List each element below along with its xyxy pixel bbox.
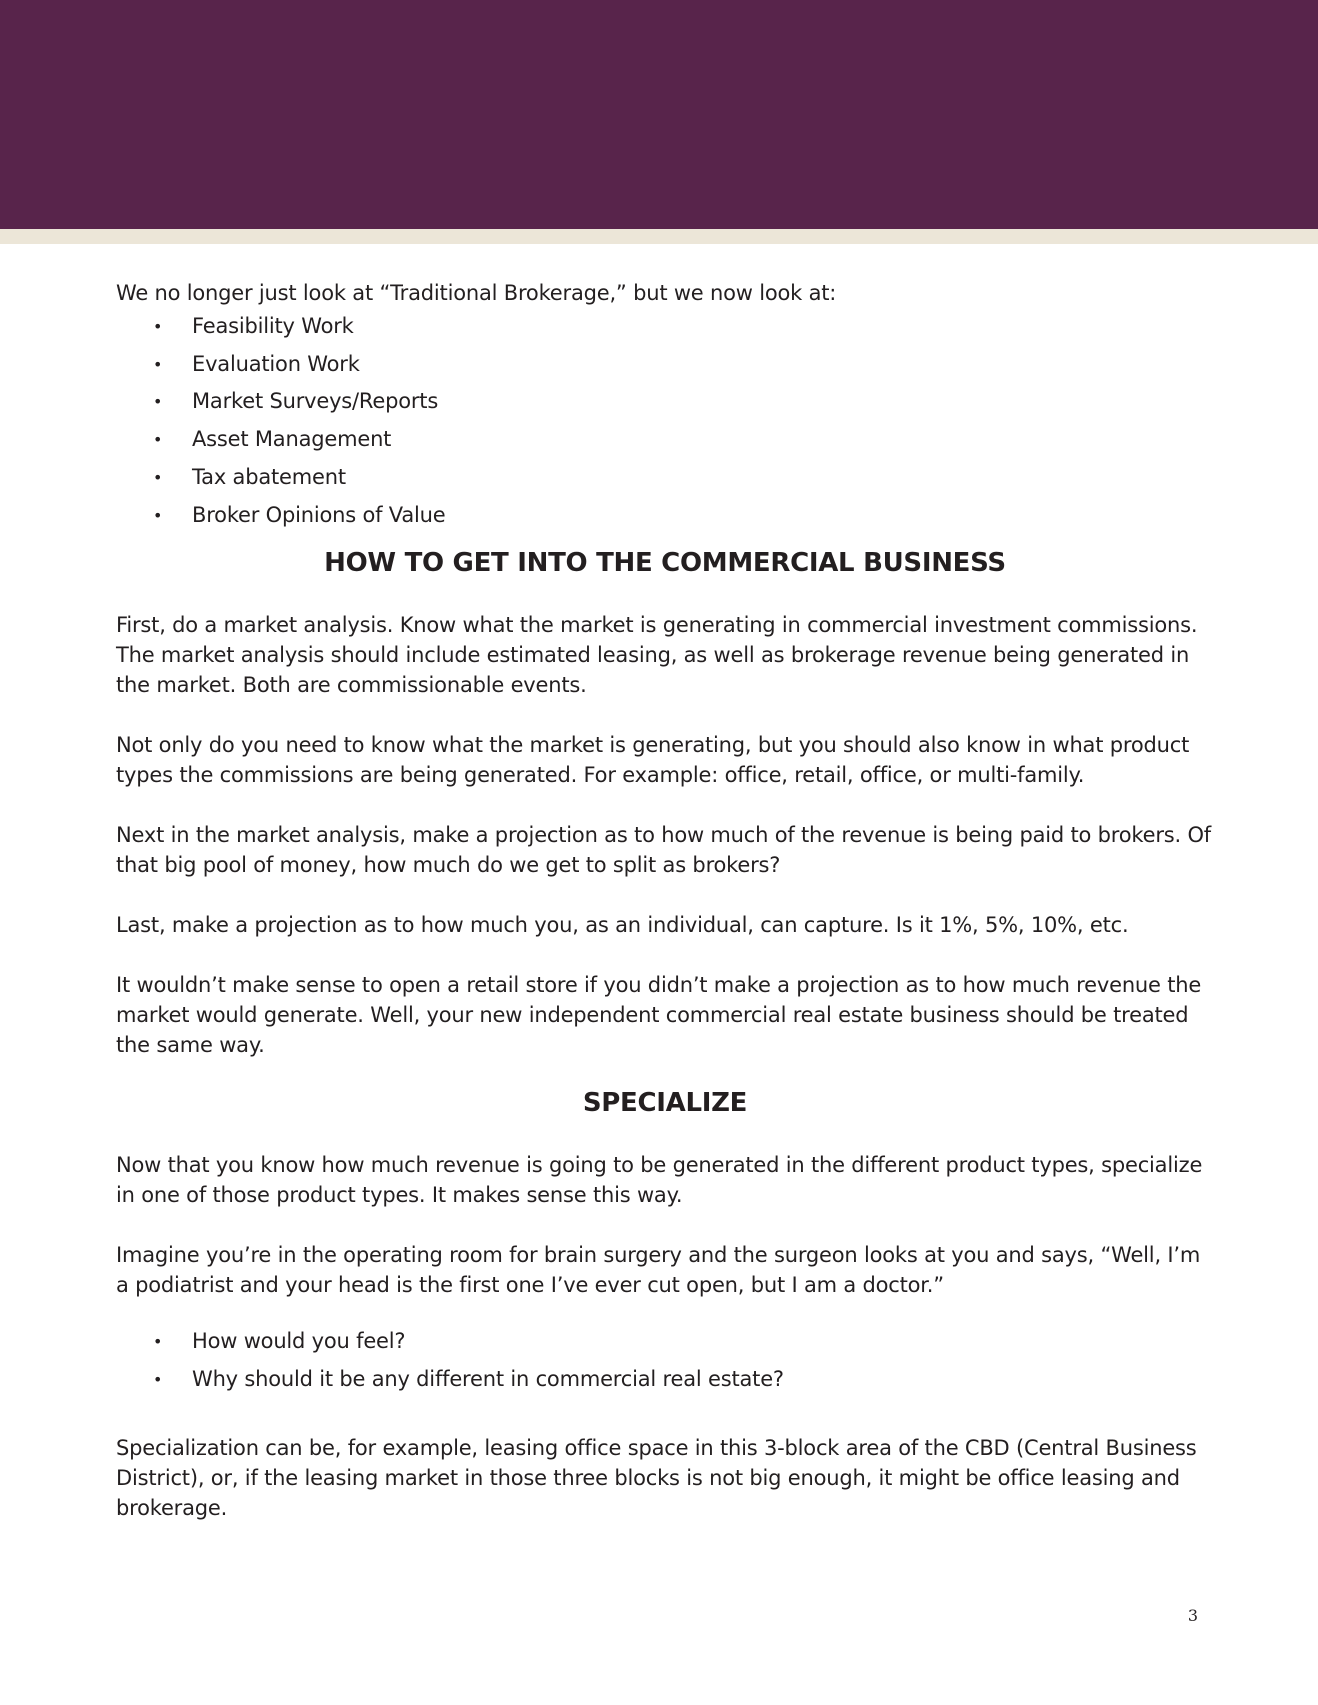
bullet-icon: • [153,505,163,525]
paragraph: First, do a market analysis. Know what the market is generating in commercial investment commissions. The market analysis should include estimated leasing, as well as brokerage revenue being generated in the market. Both are commissionable events. [116,613,1198,698]
bullet-icon: • [153,317,163,336]
section-heading-commercial-business: HOW TO GET INTO THE COMMERCIAL BUSINESS [324,548,1006,579]
section-heading-specialize: SPECIALIZE [582,1088,748,1119]
list-item-text: Market Surveys/Reports [192,389,439,414]
bullet-icon: • [153,467,163,487]
list-item [116,421,1214,459]
list-item [116,346,1214,384]
bullet-icon: • [153,1332,163,1352]
list-item-text: Broker Opinions of Value [192,502,446,527]
list-item-text: Asset Management [192,427,392,452]
bullet-icon: • [153,392,163,412]
list-item-text: Evaluation Work [192,351,360,376]
header-band [0,0,1318,229]
page-body [116,278,1214,1523]
list-item [116,1361,1214,1399]
bullet-icon: • [153,1369,163,1389]
paragraph: Specialization can be, for example, leasing office space in this 3-block area of the CBD (Central Business District), or, if the leasing market in those three blocks is not big enough, it might be office leasing and brokerage. [116,1435,1197,1520]
paragraph: It wouldn’t make sense to open a retail store if you didn’t make a projection as to how much revenue the market would generate. Well, your new independent commercial real estate business should be treated the same way. [116,973,1202,1058]
paragraph: Next in the market analysis, make a projection as to how much of the revenue is being paid to brokers. Of that big pool of money, how much do we get to split as brokers? [116,823,1211,878]
list-item [116,497,1214,535]
paragraph: Last, make a projection as to how much you, as an individual, can capture. Is it 1%, 5%, 10%, etc. [116,913,1129,938]
bullet-icon: • [153,430,163,450]
bullet-icon: • [153,354,163,374]
list-item-text: Tax abatement [192,464,346,489]
page-number: 3 [1187,1606,1198,1625]
list-item [116,1323,1214,1361]
paragraph: Now that you know how much revenue is going to be generated in the different product types, specialize in one of those product types. It makes sense this way. [116,1153,1203,1208]
list-item-text: How would you feel? [192,1329,406,1354]
paragraph: Imagine you’re in the operating room for brain surgery and the surgeon looks at you and says, “Well, I’m a podiatrist and your head is the first one I’ve ever cut open, but I am a doctor.” [116,1243,1201,1298]
list-item-text: Why should it be any different in commercial real estate? [192,1366,784,1391]
intro-lead: We no longer just look at “Traditional Brokerage,” but we now look at: [116,281,837,305]
list-item [116,308,1214,346]
list-item [116,383,1214,421]
list-item [116,459,1214,497]
header-rule [0,229,1318,244]
list-item-text: Feasibility Work [192,314,354,338]
intro-list [116,308,1214,534]
specialize-list [116,1323,1214,1398]
paragraph: Not only do you need to know what the market is generating, but you should also know in what product types the commissions are being generated. For example: office, retail, office, or multi-family. [116,733,1190,788]
